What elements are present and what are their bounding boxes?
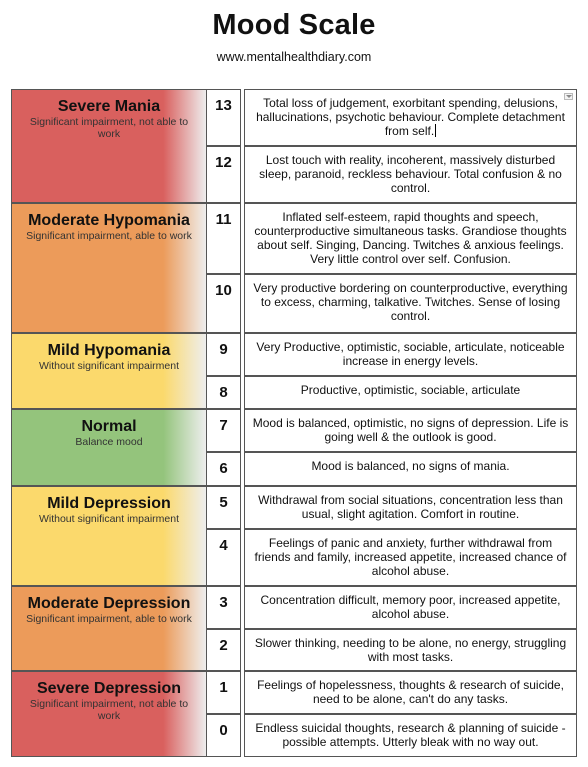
score-number: 5: [207, 486, 241, 529]
score-description: Very Productive, optimistic, sociable, articulate, noticeable increase in energy levels.: [244, 333, 577, 376]
score-number: 6: [207, 452, 241, 486]
score-description: Endless suicidal thoughts, research & planning of suicide - possible attempts. Utterly bleak with no way out.: [244, 714, 577, 757]
category-name: Severe Mania: [57, 98, 161, 115]
score-description[interactable]: [244, 89, 577, 146]
category-name: Normal: [81, 418, 137, 435]
category-mild-hypomania: [11, 333, 207, 409]
score-description: Productive, optimistic, sociable, articulate: [244, 376, 577, 409]
score-description: Concentration difficult, memory poor, increased appetite, alcohol abuse.: [244, 586, 577, 629]
category-mild-depression: [11, 486, 207, 586]
category-severe-depression: [11, 671, 207, 757]
category-moderate-hypomania: [11, 203, 207, 333]
score-number: 2: [207, 629, 241, 671]
category-description: Significant impairment, not able to work: [29, 698, 189, 722]
score-number: 4: [207, 529, 241, 586]
score-description: Withdrawal from social situations, concentration less than usual, slight agitation. Comfort in routine.: [244, 486, 577, 529]
score-number: 1: [207, 671, 241, 714]
category-name: Mild Hypomania: [47, 342, 171, 359]
score-description: Mood is balanced, optimistic, no signs of depression. Life is going well & the outlook is good.: [244, 409, 577, 452]
category-description: Balance mood: [75, 436, 143, 448]
category-description: Significant impairment, able to work: [26, 613, 192, 625]
score-number: 3: [207, 586, 241, 629]
score-number: 13: [207, 89, 241, 146]
text-cursor: [435, 124, 436, 137]
category-moderate-depression: [11, 586, 207, 671]
category-description: Without significant impairment: [38, 513, 180, 525]
score-number: 8: [207, 376, 241, 409]
category-description: Significant impairment, not able to work: [29, 116, 189, 140]
page-title: Mood Scale: [212, 9, 376, 41]
score-description: Slower thinking, needing to be alone, no energy, struggling with most tasks.: [244, 629, 577, 671]
category-severe-mania: [11, 89, 207, 203]
score-description: Very productive bordering on counterproductive, everything to excess, charming, talkative. Twitches. Sense of losing control.: [244, 274, 577, 333]
score-description-text: Total loss of judgement, exorbitant spending, delusions, hallucinations, psychotic behaviour. Complete detachment from self.: [256, 96, 565, 138]
website-url: www.mentalhealthdiary.com: [216, 50, 372, 64]
score-number: 12: [207, 146, 241, 203]
mood-scale-table: [11, 89, 577, 757]
category-description: Without significant impairment: [38, 360, 180, 372]
dropdown-caret-icon[interactable]: [564, 93, 573, 100]
category-name: Severe Depression: [36, 680, 182, 697]
category-name: Mild Depression: [47, 495, 171, 512]
category-normal: [11, 409, 207, 486]
score-description: Lost touch with reality, incoherent, massively disturbed sleep, paranoid, reckless behaviour. Total confusion & no control.: [244, 146, 577, 203]
score-number: 10: [207, 274, 241, 333]
score-number: 9: [207, 333, 241, 376]
category-name: Moderate Depression: [27, 595, 191, 612]
category-name: Moderate Hypomania: [28, 212, 190, 229]
score-number: 11: [207, 203, 241, 274]
score-description: Mood is balanced, no signs of mania.: [244, 452, 577, 486]
category-description: Significant impairment, able to work: [26, 230, 192, 242]
score-description: Feelings of hopelessness, thoughts & research of suicide, need to be alone, can't do any tasks.: [244, 671, 577, 714]
score-description: Inflated self-esteem, rapid thoughts and speech, counterproductive simultaneous tasks. Grandiose thoughts about self. Singing, Dancing. Twitches & anxious feelings. Very little control over self. Confusion.: [244, 203, 577, 274]
score-description: Feelings of panic and anxiety, further withdrawal from friends and family, increased appetite, increased chance of alcohol abuse.: [244, 529, 577, 586]
score-number: 7: [207, 409, 241, 452]
score-number: 0: [207, 714, 241, 757]
